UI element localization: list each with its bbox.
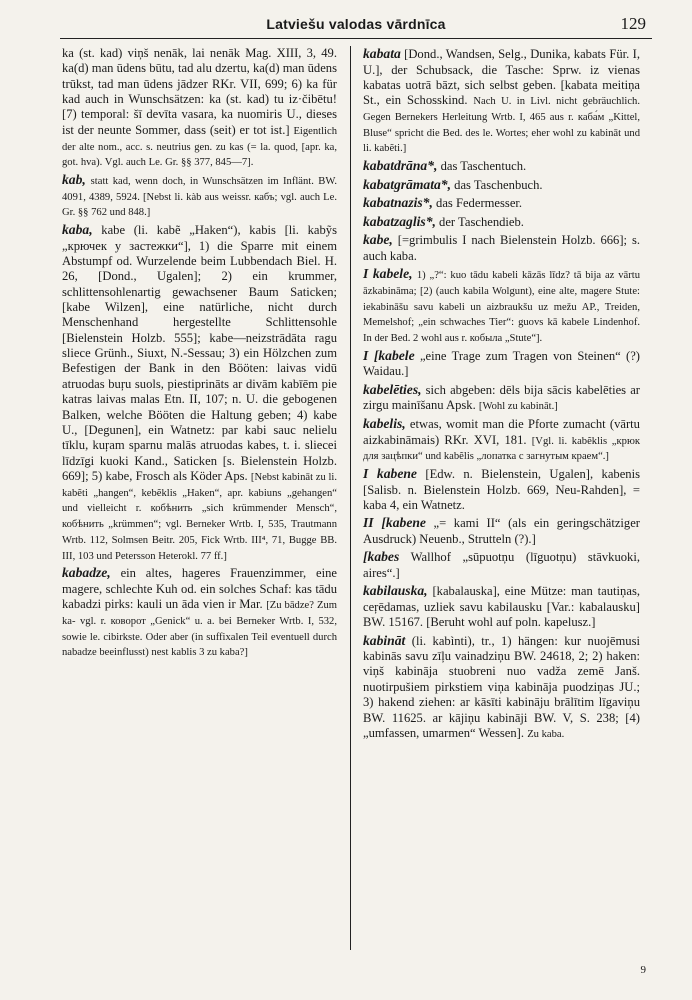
dictionary-entry	[363, 515, 640, 547]
entry-headword: kab,	[62, 171, 86, 187]
right-column	[363, 46, 640, 744]
dictionary-entry	[363, 416, 640, 464]
page-title: Latviešu valodas vārdnīca	[266, 16, 446, 32]
entry-text: sich abgeben: dēls bija sācis kabelēties ar zirgu mainīšanu Apsk.	[363, 382, 640, 413]
entry-headword: kabatgrāmata*,	[363, 176, 451, 192]
entry-headword: I kabene	[363, 466, 417, 482]
dictionary-entry	[363, 466, 640, 513]
entry-note: statt kad, wenn doch, in Wunschsätzen im Inflänt. BW. 4091, 4389, 5924. [Nebst li. kàb aus weissr. кабъ; vgl. auch Le. Gr. §§ 762 und 848.]	[62, 175, 337, 219]
dictionary-entry	[363, 214, 640, 231]
entry-headword: [kabes	[363, 549, 400, 565]
dictionary-entry	[363, 266, 640, 346]
entry-note: Nach U. in Livl. nicht gebräuchlich. Gegen Bernekers Herleitung Wrtb. I, 465 aus r. каба́м „Kittel, Bluse“ spricht die Bed. des le. Wortes; eher wohl zu kabināt und li. kabẽti.]	[363, 96, 641, 155]
entry-headword: II [kabene	[363, 515, 426, 531]
signature-mark: 9	[640, 964, 646, 976]
entry-text: [=grimbulis I nach Bielenstein Holzb. 666]; s. auch kaba.	[363, 233, 640, 263]
entry-note: [Nebst kabināt zu li. kabẽti „hangen“, kebẽklis „Haken“, apr. kabiuns „gehangen“ und vielleicht r. кобѣнить „sich krümmender Mensch“, кобѣнить „krümmen“; vgl. Berneker Wrtb. I, 535, Trautmann Wrtb. 112, Solmsen Beitr. 205, Fick Wrtb. III⁴, 71, Bugge BB. III, 103 und Petersson Heterokl. 77 ff.]	[62, 471, 337, 562]
dictionary-entry	[363, 46, 640, 156]
dictionary-entry	[363, 549, 640, 581]
entry-headword: kaba,	[62, 222, 93, 238]
entry-note: Zu kaba.	[527, 728, 565, 740]
entry-headword: kabatdrāna*,	[363, 158, 438, 174]
entry-headword: kabilauska,	[363, 583, 428, 599]
entry-note: Eigentlich der alte nom., acc. s. neutrius gen. zu kas (= la. quod, [apr. ka, got. hva). Vgl. auch Le. Gr. §§ 377, 845—7].	[62, 125, 337, 169]
entry-text: [kabalauska], eine Mütze: man tautiņas, ceŗēdamas, uzliek savu kabilausku [Var.: kabalausku] BW. 15167. [Beruht wohl auf poln. kapelusz.]	[363, 584, 640, 630]
entry-text: „eine Trage zum Tragen von Steinen“ (?) Waidau.]	[363, 348, 641, 379]
dictionary-entry	[363, 348, 640, 380]
page-number: 129	[620, 14, 646, 33]
entry-text: (li. kabìnti), tr., 1) hängen: kur nuojēmusi kabinās savu zīļu vainadziņu BW. 24618, 2; 2) haken: viņš kabināja stuobreni nuo vadža zemē Janš. nuotirpušiem pirkstiem viņa kabināja puodziņas JU.; 3) hakend ziehen: ar kāsīti kabināju brālītim līgaviņu BW. 11625. ar kājiņu kabināji BW. V, S. 238; [4) „umfassen, umarmen“ Wessen].	[363, 633, 640, 740]
dictionary-entry	[363, 583, 640, 630]
entry-text: Wallhof „sūpuotņu (līguotņu) stāvkuoki, aires“.]	[363, 550, 640, 580]
entry-text: „= kami II“ (als ein geringschätziger Ausdruck) Neuenb., Strutteln (?).]	[363, 516, 640, 546]
entry-headword: kabelēties,	[363, 381, 422, 397]
entry-text: der Taschendieb.	[439, 214, 524, 229]
entry-text: [Edw. n. Bielenstein, Ugalen], kabenis [Salisb. n. Bielenstein Holzb. 669, Neu-Rahden], = kaba 4, ein Watnetz.	[363, 467, 640, 513]
entry-text: das Taschenbuch.	[454, 177, 543, 192]
dictionary-entry	[62, 46, 337, 170]
entry-note: [Zu bādze? Zum ka- vgl. r. коворот „Genick“ u. a. bei Berneker Wrtb. I, 532, sowie le. cibirkste. Oder aber (in suffixalen Teil eventuell durch nabadze beeinflusst) nest kablis 3 zu kaba?]	[62, 600, 337, 659]
entry-note: [Wohl zu kabināt.]	[478, 401, 558, 413]
dictionary-entry	[363, 382, 640, 414]
entry-text: ka (st. kad) viņš nenāk, lai nenāk Mag. XIII, 3, 49. ka(d) man ūdens būtu, tad alu dzertu, ka(d) man ūdens trūkst, tad man ūdens jādzer RKr. VII, 699; 6) ka für kad auch in Wunschsätzen: ka (st. kad) tu iz·čibētu! [7) temporal: šī devīta vasara, ka nuomiris U., dieses ist der neunte Sommer, dass (seit) er tot ist.]	[62, 46, 337, 137]
entry-headword: kabadze,	[62, 565, 111, 581]
column-divider	[350, 46, 351, 950]
entry-text: kabe (li. kabẽ „Haken“), kabis [li. kabỹs „крючек у застежки“], 1) die Sparre mit einem Abstumpf od. Wurzelende beim Lubbendach Biel. H. 26, [Dond., Ugalen]; 2) ein krummer, schlittensohlenartig gewachsener Baum Saticken; [kabe Wilzen], eine natürliche, nicht durch Menschenhand hergestellte Schlittensohle [Bielenstein Holzb. 555]; kabe—neizstrādāta ragu sliece Grünh., Siuxt, N.-Sessau; 3) ein Hölzchen zum Befestigen der Bank in den Bööten: laivas vidū atruodas buŗu suols, piestiprināts ar divām kabīēm pie katras laivas malas Etn. II, 107; n. U. die gebogenen Balken, welche Bööten die Haltung geben; 4) kabe U., [Degunen], ein Watnetz: par kabi sauc nelielu tīklu, kuŗam sparnu malās atruodas kabes, t. i. sliecei līdzīgi kuoki Kand., Saticken [s. Bielenstein Holzb. 669]; 5) kabe, Frosch als Köder Aps.	[62, 223, 337, 483]
entry-text: etwas, womit man die Pforte zumacht (vārtu aizkabināmais) RKr. XVI, 181.	[363, 417, 640, 447]
entry-note: [Vgl. li. kabẽklis „крюк для зацѣпки“ und kabẽlis „лопатка с загнутым краем“.]	[363, 435, 641, 463]
left-column	[62, 46, 337, 662]
entry-note: 1) „?“: kuo tādu kabeli kāzās līdz? tā bija az vārtu āzkabināma; [2) (auch kabila Wolgunt), eine alte, magere Stute: iekabināšu savu kabeli un aizbraukšu uz mežu AP., Treiden, Memelshof; „ein schwaches Tier“: guovs kā kabele Lindenhof. In der Bed. 2 wohl aus r. кобыла „Stute“].	[363, 270, 640, 345]
entry-headword: kabelis,	[363, 416, 406, 432]
entry-headword: kabatzaglis*,	[363, 213, 436, 229]
dictionary-entry	[363, 158, 640, 175]
entry-text: das Taschentuch.	[440, 159, 527, 174]
entry-headword: kabe,	[363, 232, 393, 248]
page-header	[60, 14, 652, 39]
entry-text: das Federmesser.	[436, 196, 523, 211]
entry-text: ein altes, hageres Frauenzimmer, eine magere, schlechte Kuh od. ein solches Schaf: kas tādu kabadzi pirks: kauli un āda vien ir Mar.	[62, 566, 338, 612]
entry-headword: kabatnazis*,	[363, 195, 433, 211]
dictionary-entry	[62, 565, 337, 660]
dictionary-entry	[363, 177, 640, 194]
dictionary-entry	[62, 222, 337, 563]
dictionary-entry	[363, 232, 640, 264]
entry-headword: kabināt	[363, 632, 406, 648]
entry-text: [Dond., Wandsen, Selg., Dunika, kabats Für. I, U.], der Schubsack, die Tasche: Sprw. iz vienas kabatas uotrā bāzt, sich selbst geben. [kabata meitiņa St., ein Schosskind.	[363, 47, 640, 108]
dictionary-entry	[363, 195, 640, 212]
entry-headword: I kabele,	[363, 266, 413, 282]
entry-headword: I [kabele	[363, 347, 415, 363]
entry-headword: kabata	[363, 46, 401, 61]
dictionary-entry	[363, 633, 640, 742]
dictionary-entry	[62, 172, 337, 220]
